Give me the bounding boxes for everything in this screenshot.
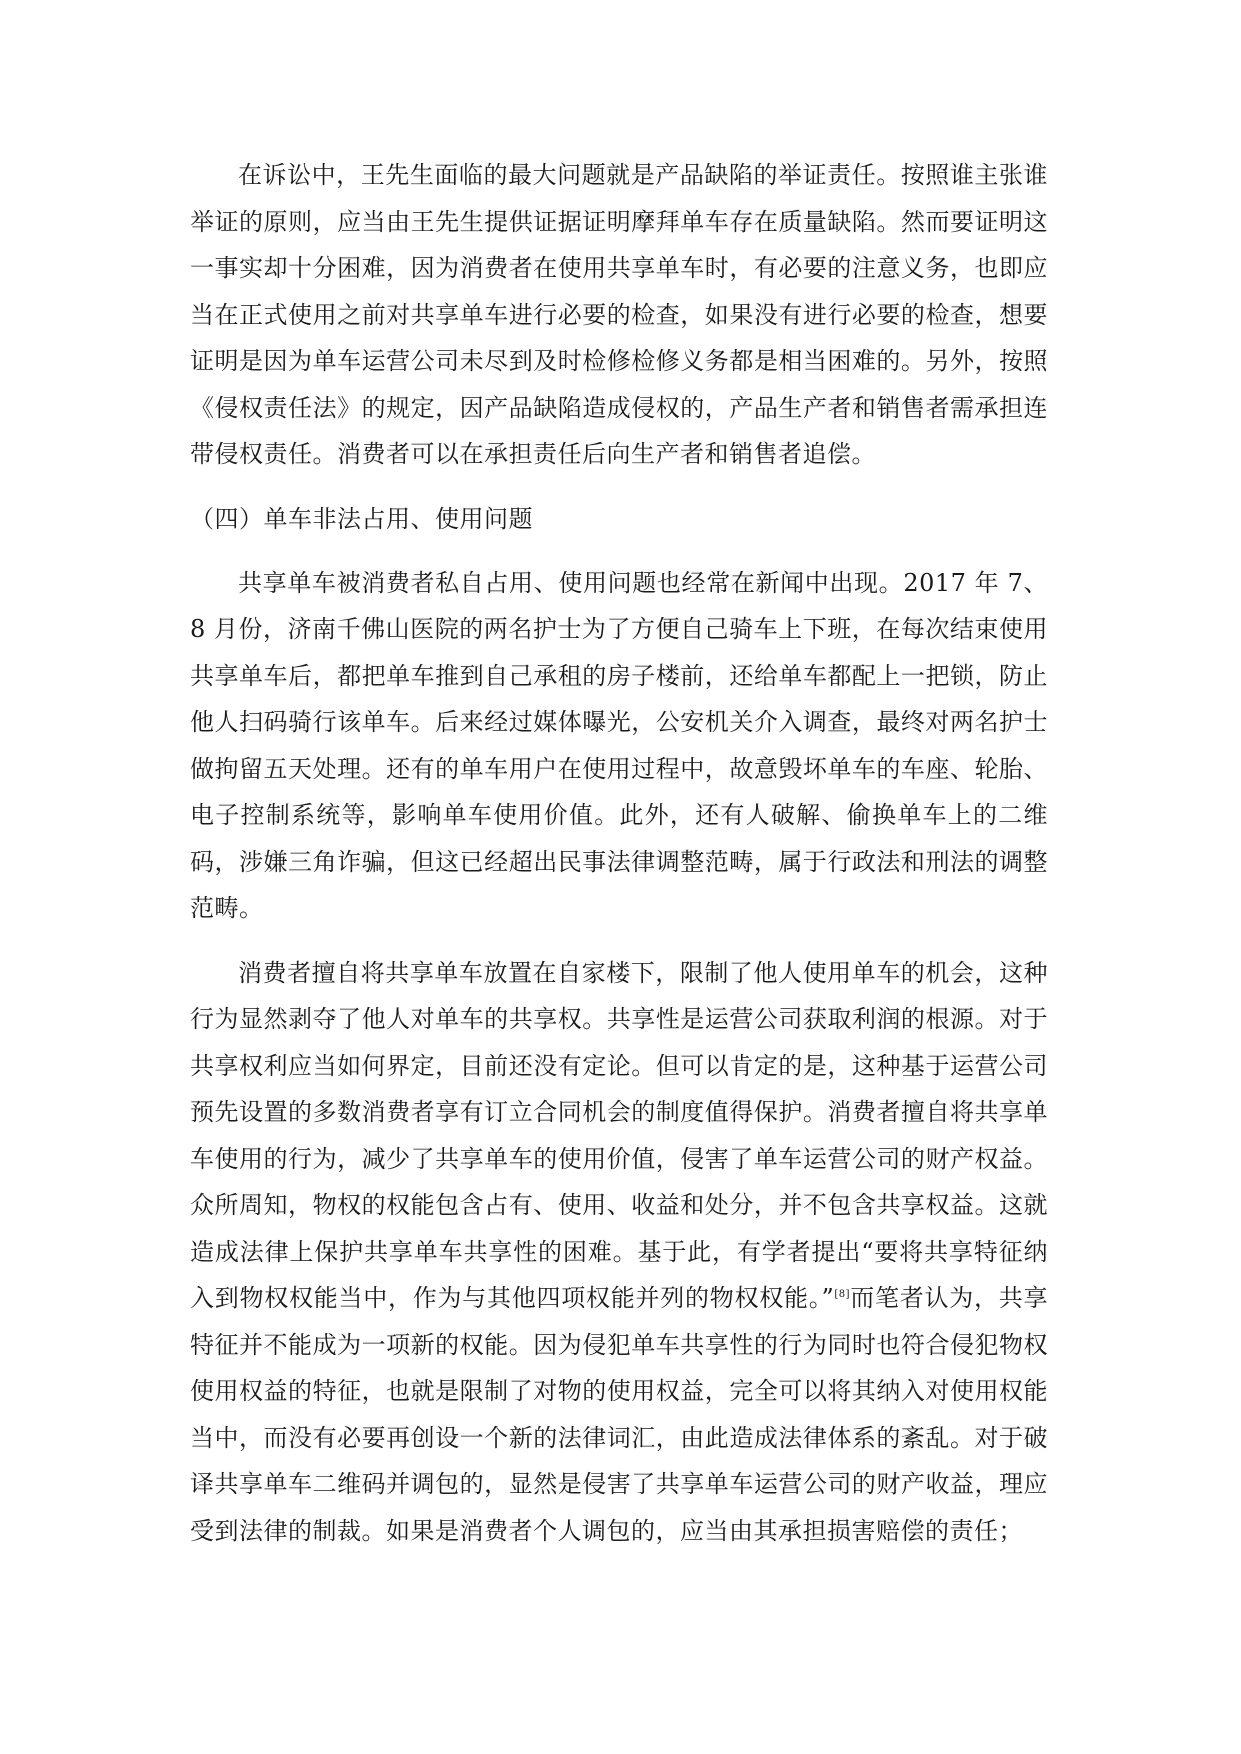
paragraph-text-part2: 而笔者认为，共享特征并不能成为一项新的权能。因为侵犯单车共享性的行为同时也符合侵犯物权使用权益的特征，也就是限制了对物的使用权益，完全可以将其纳入对使用权能当中，而没有必要再创设一个新的法律词汇，由此造成法律体系的紊乱。对于破译共享单车二维码并调包的，显然是侵害了共享单车运营公司的财产收益，理应受到法律的制裁。如果是消费者个人调包的，应当由其承担损害赔偿的责任； bbox=[190, 1284, 1048, 1545]
section-heading-4: （四）单车非法占用、使用问题 bbox=[190, 504, 533, 533]
paragraph-illegal-occupation: 共享单车被消费者私自占用、使用问题也经常在新闻中出现。2017 年 7、8 月份，济南千佛山医院的两名护士为了方便自己骑车上下班，在每次结束使用共享单车后，都把单车推到自己承租的房子楼前，还给单车都配上一把锁，防止他人扫码骑行该单车。后来经过媒体曝光，公安机关介入调查，最终对两名护士做拘留五天处理。还有的单车用户在使用过程中，故意毁坏单车的车座、轮胎、电子控制系统等，影响单车使用价值。此外，还有人破解、偷换单车上的二维码，涉嫌三角诈骗，但这已经超出民事法律调整范畴，属于行政法和刑法的调整范畴。 bbox=[190, 568, 1048, 922]
citation-marker: [8] bbox=[834, 1289, 850, 1300]
paragraph-litigation: 在诉讼中，王先生面临的最大问题就是产品缺陷的举证责任。按照谁主张谁举证的原则，应当由王先生提供证据证明摩拜单车存在质量缺陷。然而要证明这一事实却十分困难，因为消费者在使用共享单车时，有必要的注意义务，也即应当在正式使用之前对共享单车进行必要的检查，如果没有进行必要的检查，想要证明是因为单车运营公司未尽到及时检修检修义务都是相当困难的。另外，按照《侵权责任法》的规定，因产品缺陷造成侵权的，产品生产者和销售者需承担连带侵权责任。消费者可以在承担责任后向生产者和销售者追偿。 bbox=[190, 161, 1048, 468]
paragraph-sharing-right bbox=[190, 950, 1048, 1555]
paragraph-text-part1: 消费者擅自将共享单车放置在自家楼下，限制了他人使用单车的机会，这种行为显然剥夺了他人对单车的共享权。共享性是运营公司获取利润的根源。对于共享权利应当如何界定，目前还没有定论。但可以肯定的是，这种基于运营公司预先设置的多数消费者享有订立合同机会的制度值得保护。消费者擅自将共享单车使用的行为，减少了共享单车的使用价值，侵害了单车运营公司的财产权益。众所周知，物权的权能包含占有、使用、收益和处分，并不包含共享权益。这就造成法律上保护共享单车共享性的困难。基于此，有学者提出“要将共享特征纳入到物权权能当中，作为与其他四项权能并列的物权权能。” bbox=[190, 958, 1048, 1312]
document-body bbox=[190, 152, 1048, 1554]
